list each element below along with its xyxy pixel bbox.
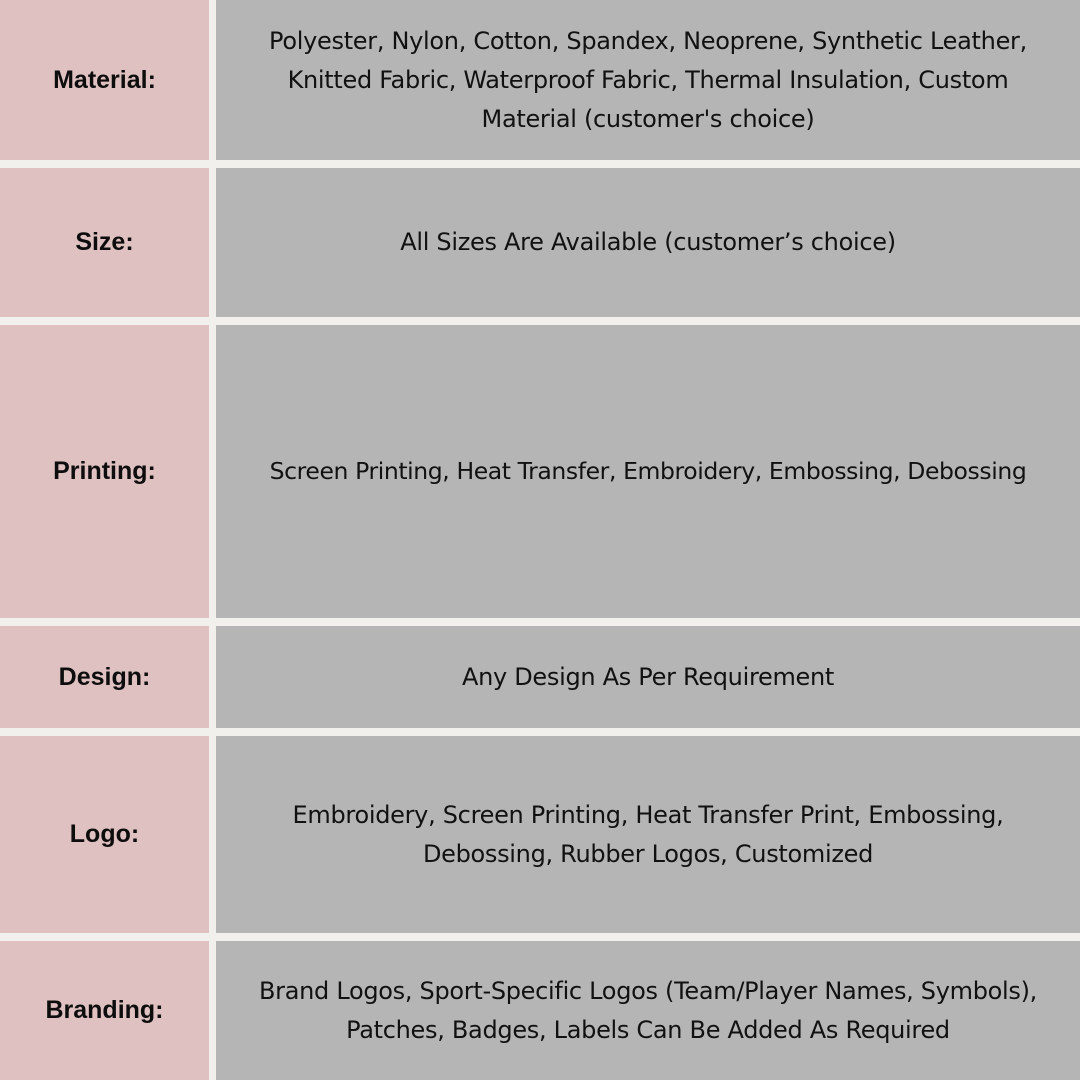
spec-value-cell (216, 325, 1080, 618)
spec-value-design: Any Design As Per Requirement (461, 662, 835, 691)
column-divider (209, 0, 216, 160)
spec-value-cell (216, 626, 1080, 728)
spec-label-material: Material: (53, 65, 156, 94)
column-divider (209, 325, 216, 618)
spec-value-cell (216, 941, 1080, 1080)
spec-label-cell (0, 0, 209, 160)
spec-label-design: Design: (58, 662, 151, 691)
spec-row-logo (0, 736, 1080, 933)
spec-row-printing (0, 325, 1080, 618)
spec-row-material (0, 0, 1080, 160)
spec-label-printing: Printing: (53, 457, 156, 485)
spec-row-design (0, 626, 1080, 728)
spec-label-cell (0, 626, 209, 728)
spec-value-branding: Brand Logos, Sport-Specific Logos (Team/Player Names, Symbols), Patches, Badges, Labels Can Be Added As Required (259, 976, 1037, 1044)
spec-row-size (0, 168, 1080, 317)
spec-label-cell (0, 736, 209, 933)
spec-label-cell (0, 325, 209, 618)
spec-value-size: All Sizes Are Available (customer’s choice) (400, 228, 896, 256)
spec-label-branding: Branding: (45, 996, 164, 1024)
spec-label-size: Size: (75, 228, 134, 256)
spec-label-logo: Logo: (69, 820, 140, 848)
spec-label-cell (0, 168, 209, 317)
column-divider (209, 626, 216, 728)
spec-value-printing: Screen Printing, Heat Transfer, Embroidery, Embossing, Debossing (269, 457, 1027, 485)
spec-row-branding (0, 941, 1080, 1080)
spec-label-cell (0, 941, 209, 1080)
column-divider (209, 168, 216, 317)
column-divider (209, 941, 216, 1080)
spec-value-cell (216, 0, 1080, 160)
spec-value-logo: Embroidery, Screen Printing, Heat Transfer Print, Embossing, Debossing, Rubber Logos, Customized (292, 800, 1004, 868)
spec-value-material: Polyester, Nylon, Cotton, Spandex, Neoprene, Synthetic Leather, Knitted Fabric, Waterproof Fabric, Thermal Insulation, Custom Material (customer's choice) (269, 26, 1027, 133)
spec-value-cell (216, 736, 1080, 933)
column-divider (209, 736, 216, 933)
spec-value-cell (216, 168, 1080, 317)
